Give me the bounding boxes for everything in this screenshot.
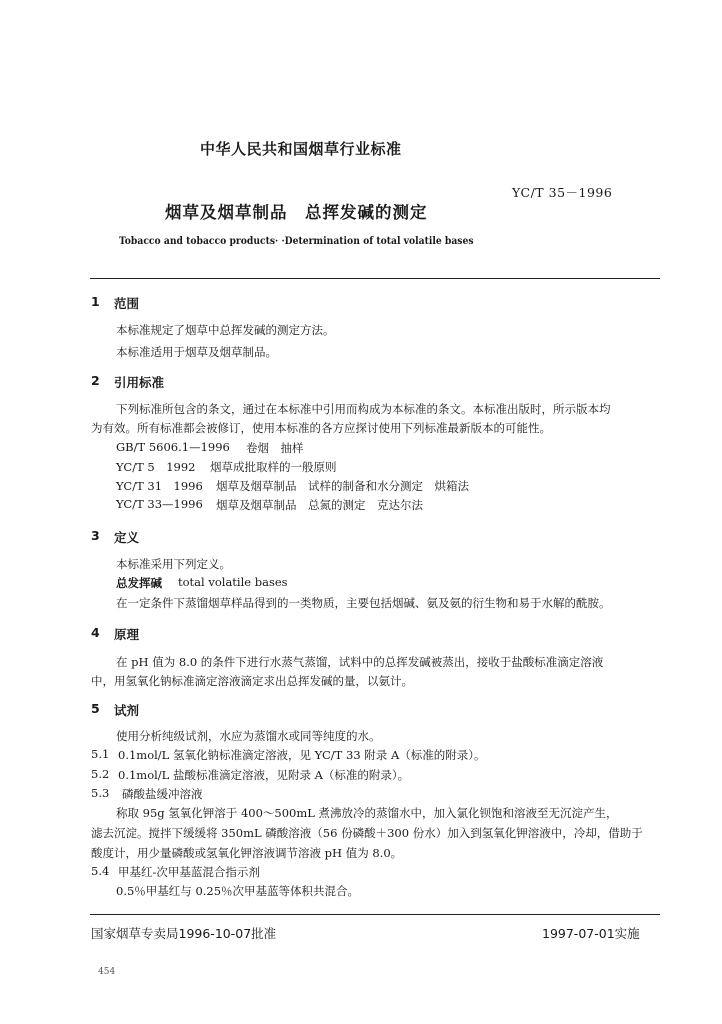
section-4-title: 原理 xyxy=(114,627,140,642)
item-title: 甲基红-次甲基蓝混合指示剂 xyxy=(118,865,260,879)
term-cn: 总发挥碱 xyxy=(116,576,162,590)
reference-code: YC/T 5 1992 xyxy=(116,460,196,474)
reference-title: 烟草及烟草制品 试样的制备和水分测定 烘箱法 xyxy=(216,479,469,493)
section-2-paragraph: 为有效。所有标准都会被修订，使用本标准的各方应探讨使用下列标准最新版本的可能性。 xyxy=(91,421,551,435)
title-en: Tobacco and tobacco products· ·Determination of total volatile bases xyxy=(119,236,474,247)
item-paragraph: 称取 95g 氢氧化钾溶于 400～500mL 煮沸放冷的蒸馏水中，加入氯化钡饱和溶液至无沉淀产生， xyxy=(116,806,618,820)
standard-number: YC/T 35－1996 xyxy=(512,185,613,200)
section-1-title: 范围 xyxy=(114,296,140,311)
item-title: 磷酸盐缓冲溶液 xyxy=(122,787,203,801)
item-number: 5.4 xyxy=(91,864,110,878)
org-title: 中华人民共和国烟草行业标准 xyxy=(200,140,402,158)
header-rule xyxy=(90,278,660,279)
term-en: total volatile bases xyxy=(178,575,288,589)
reference-title: 烟草及烟草制品 总氮的测定 克达尔法 xyxy=(216,498,423,512)
item-number: 5.1 xyxy=(91,747,110,761)
section-1-line: 本标准适用于烟草及烟草制品。 xyxy=(116,345,277,359)
section-3-number: 3 xyxy=(91,528,100,543)
section-3-title: 定义 xyxy=(114,530,140,545)
section-2-title: 引用标准 xyxy=(114,375,165,390)
item-text: 0.1mol/L 盐酸标准滴定溶液，见附录 A（标准的附录）。 xyxy=(118,768,410,782)
reference-title: 卷烟 抽样 xyxy=(246,441,304,455)
page-number: 454 xyxy=(98,967,116,977)
section-4-line: 中，用氢氧化钠标准滴定溶液滴定求出总挥发碱的量，以氨计。 xyxy=(91,674,413,688)
section-5-title: 试剂 xyxy=(114,703,140,718)
section-2-number: 2 xyxy=(91,373,100,388)
section-1-line: 本标准规定了烟草中总挥发碱的测定方法。 xyxy=(116,323,335,337)
section-4-line: 在 pH 值为 8.0 的条件下进行水蒸气蒸馏，试料中的总挥发碱被蒸出，接收于盐酸标准滴定溶液 xyxy=(116,655,604,669)
section-3-line: 本标准采用下列定义。 xyxy=(116,557,231,571)
section-5-intro: 使用分析纯级试剂，水应为蒸馏水或同等纯度的水。 xyxy=(116,729,381,743)
reference-title: 烟草成批取样的一般原则 xyxy=(210,460,337,474)
section-2-paragraph: 下列标准所包含的条文，通过在本标准中引用而构成为本标准的条文。本标准出版时，所示版本均 xyxy=(116,402,611,416)
section-4-number: 4 xyxy=(91,625,100,640)
item-paragraph: 滤去沉淀。搅拌下缓缓将 350mL 磷酸溶液（56 份磷酸＋300 份水）加入到氢氧化钾溶液中，冷却，借助于 xyxy=(91,826,643,840)
section-1-number: 1 xyxy=(91,294,100,309)
implementation-date: 1997-07-01实施 xyxy=(542,926,640,941)
title-cn: 烟草及烟草制品 总挥发碱的测定 xyxy=(165,203,428,222)
approval-line: 国家烟草专卖局1996-10-07批准 xyxy=(91,926,277,941)
item-number: 5.2 xyxy=(91,767,110,781)
section-5-number: 5 xyxy=(91,701,100,716)
term-definition: 在一定条件下蒸馏烟草样品得到的一类物质，主要包括烟碱、氨及氨的衍生物和易于水解的酰胺。 xyxy=(116,596,611,610)
reference-code: YC/T 33—1996 xyxy=(116,497,203,511)
reference-code: YC/T 31 1996 xyxy=(116,479,203,493)
item-paragraph: 酸度计，用少量磷酸或氢氧化钾溶液调节溶液 pH 值为 8.0。 xyxy=(91,846,403,860)
item-text: 0.1mol/L 氢氧化钠标准滴定溶液，见 YC/T 33 附录 A（标准的附录）。 xyxy=(118,748,486,762)
item-number: 5.3 xyxy=(91,786,110,800)
footer-rule xyxy=(90,914,660,915)
item-paragraph: 0.5％甲基红与 0.25％次甲基蓝等体积共混合。 xyxy=(116,884,360,898)
reference-code: GB/T 5606.1—1996 xyxy=(116,440,230,454)
